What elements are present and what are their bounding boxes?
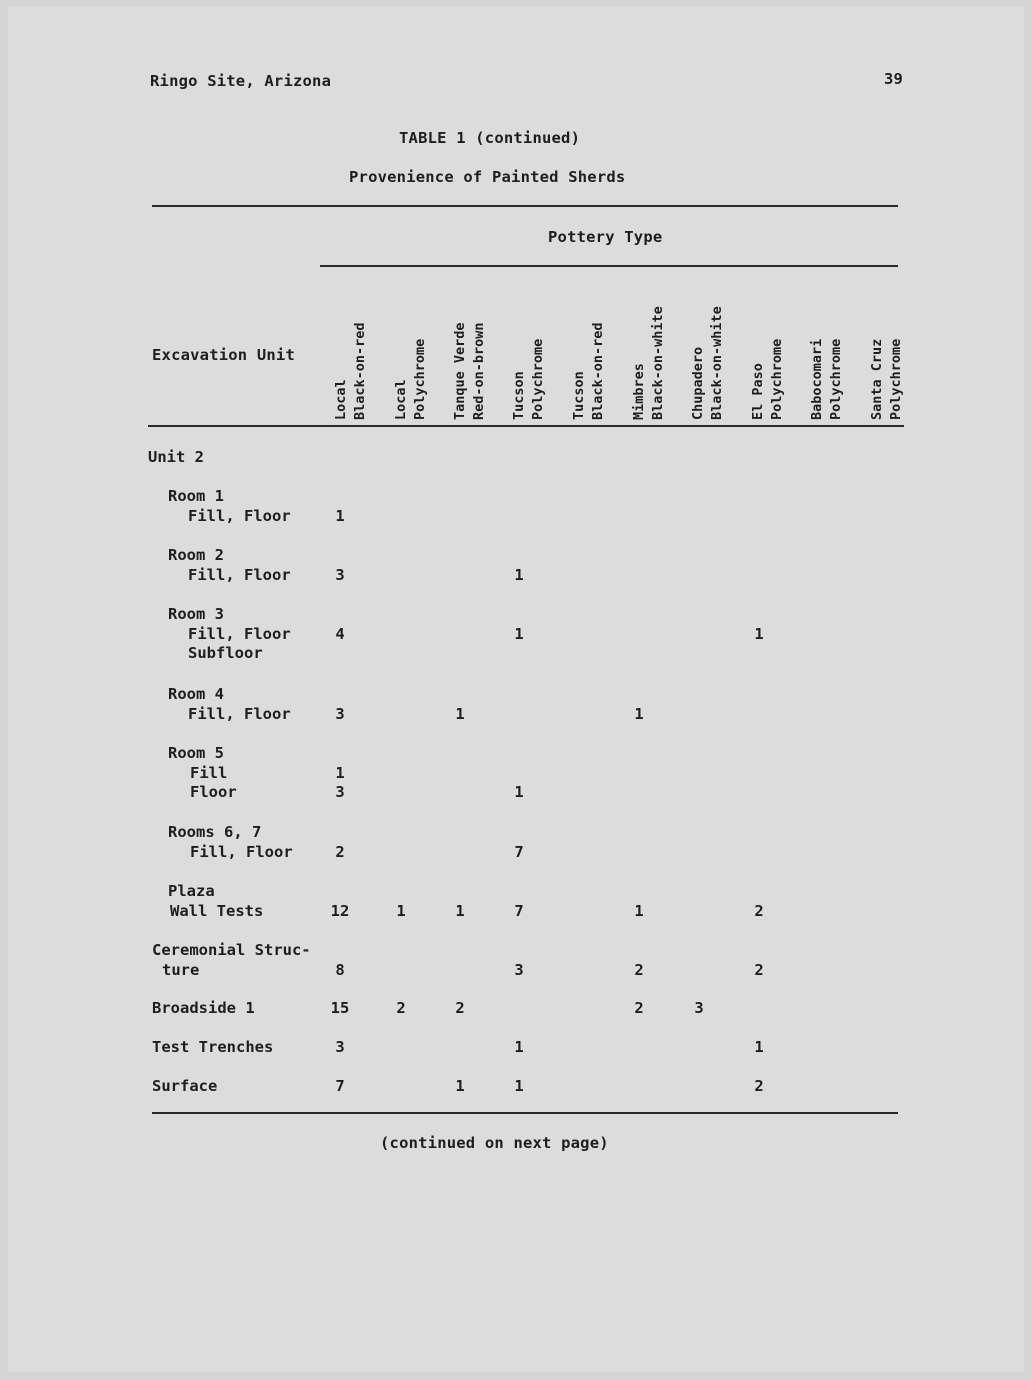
bottom-rule — [152, 1112, 898, 1114]
column-header-line: Red-on-brown — [471, 322, 487, 420]
table-cell: 1 — [634, 704, 644, 723]
table-cell: 4 — [335, 624, 345, 643]
group-label: Plaza — [168, 882, 215, 900]
column-header-line: Polychrome — [530, 338, 546, 420]
table-cell: 1 — [634, 901, 644, 920]
column-header-line: Tucson — [571, 371, 587, 420]
table-cell: 2 — [634, 960, 644, 979]
running-title: Ringo Site, Arizona — [150, 72, 332, 90]
table-cell: 1 — [455, 704, 465, 723]
table-cell: 1 — [514, 1038, 524, 1056]
column-header-line: Tucson — [511, 371, 527, 420]
table-title: TABLE 1 (continued) — [399, 129, 581, 147]
table-cell: 2 — [335, 842, 345, 861]
row-label: ture — [162, 960, 200, 979]
table-cell: 8 — [335, 960, 345, 979]
table-cell: 3 — [694, 999, 704, 1017]
row-label: Fill — [190, 763, 228, 782]
table-cell: 1 — [396, 901, 406, 920]
column-header-7 — [685, 270, 729, 420]
table-cell: 1 — [754, 1038, 764, 1056]
table-cell: 7 — [335, 1077, 345, 1095]
row-label: Subfloor — [188, 644, 263, 663]
row-label: Wall Tests — [170, 901, 264, 920]
table-cell: 7 — [514, 901, 524, 920]
column-header-5 — [566, 270, 610, 420]
table-cell: 1 — [335, 506, 345, 525]
table-cell: 1 — [514, 1077, 524, 1095]
table-cell: 2 — [634, 999, 644, 1017]
column-header-line: Babocomari — [809, 338, 825, 420]
table-cell: 3 — [335, 704, 345, 723]
table-cell: 15 — [330, 999, 350, 1017]
column-header-line: Local — [393, 379, 409, 420]
column-header-8 — [745, 270, 789, 420]
table-cell: 2 — [396, 999, 406, 1017]
column-header-9 — [804, 270, 848, 420]
column-header-6 — [626, 270, 670, 420]
group-label: Room 1 — [168, 487, 224, 505]
row-label: Surface — [152, 1077, 218, 1095]
row-label: Fill, Floor — [188, 704, 291, 723]
column-header-3 — [447, 270, 491, 420]
column-header-line: Polychrome — [412, 338, 428, 420]
group-label: Ceremonial Struc- — [152, 941, 311, 959]
table-cell: 1 — [514, 565, 524, 584]
column-header-10 — [864, 270, 908, 420]
column-header-line: Tanque Verde — [452, 322, 468, 420]
page-number: 39 — [884, 70, 904, 88]
row-label: Fill, Floor — [188, 624, 291, 643]
top-rule — [152, 205, 898, 207]
table-cell: 2 — [455, 999, 465, 1017]
row-label: Floor — [190, 783, 237, 802]
document-page — [8, 6, 1024, 1372]
table-cell: 3 — [335, 1038, 345, 1056]
table-cell: 2 — [754, 1077, 764, 1095]
column-header-1 — [328, 270, 372, 420]
table-cell: 7 — [514, 842, 524, 861]
row-label: Test Trenches — [152, 1038, 274, 1056]
column-header-2 — [388, 270, 432, 420]
row-label: Fill, Floor — [188, 506, 291, 525]
table-cell: 12 — [330, 901, 350, 920]
table-cell: 3 — [335, 783, 345, 802]
column-header-line: Polychrome — [828, 338, 844, 420]
column-header-line: Polychrome — [769, 338, 785, 420]
column-header-line: Chupadero — [690, 346, 706, 420]
table-cell: 2 — [754, 901, 764, 920]
group-header: Pottery Type — [548, 228, 663, 246]
header-rule — [148, 425, 904, 427]
table-cell: 2 — [754, 960, 764, 979]
column-header-line: Black-on-white — [709, 306, 725, 420]
table-cell: 1 — [514, 624, 524, 643]
row-label: Broadside 1 — [152, 999, 255, 1017]
row-label: Fill, Floor — [188, 565, 291, 584]
group-label: Room 5 — [168, 744, 224, 762]
column-header-line: Black-on-red — [352, 322, 368, 420]
group-label: Room 2 — [168, 546, 224, 564]
column-header-line: Santa Cruz — [869, 338, 885, 420]
column-header-4 — [506, 270, 550, 420]
group-label: Rooms 6, 7 — [168, 823, 262, 841]
table-cell: 1 — [514, 783, 524, 802]
column-header-line: Local — [333, 379, 349, 420]
table-cell: 3 — [514, 960, 524, 979]
column-header-line: Black-on-white — [650, 306, 666, 420]
column-header-line: Mimbres — [631, 363, 647, 420]
column-header-line: El Paso — [750, 363, 766, 420]
group-label: Room 4 — [168, 685, 224, 703]
column-header-line: Black-on-red — [590, 322, 606, 420]
section-label: Unit 2 — [148, 448, 204, 466]
table-cell: 1 — [335, 763, 345, 782]
table-cell: 1 — [754, 624, 764, 643]
row-header: Excavation Unit — [152, 346, 295, 364]
group-rule — [320, 265, 898, 267]
table-subtitle: Provenience of Painted Sherds — [349, 168, 626, 186]
group-label: Room 3 — [168, 605, 224, 623]
row-label: Fill, Floor — [190, 842, 293, 861]
table-cell: 1 — [455, 901, 465, 920]
column-header-line: Polychrome — [888, 338, 904, 420]
table-cell: 3 — [335, 565, 345, 584]
table-footnote: (continued on next page) — [380, 1134, 609, 1152]
table-cell: 1 — [455, 1077, 465, 1095]
